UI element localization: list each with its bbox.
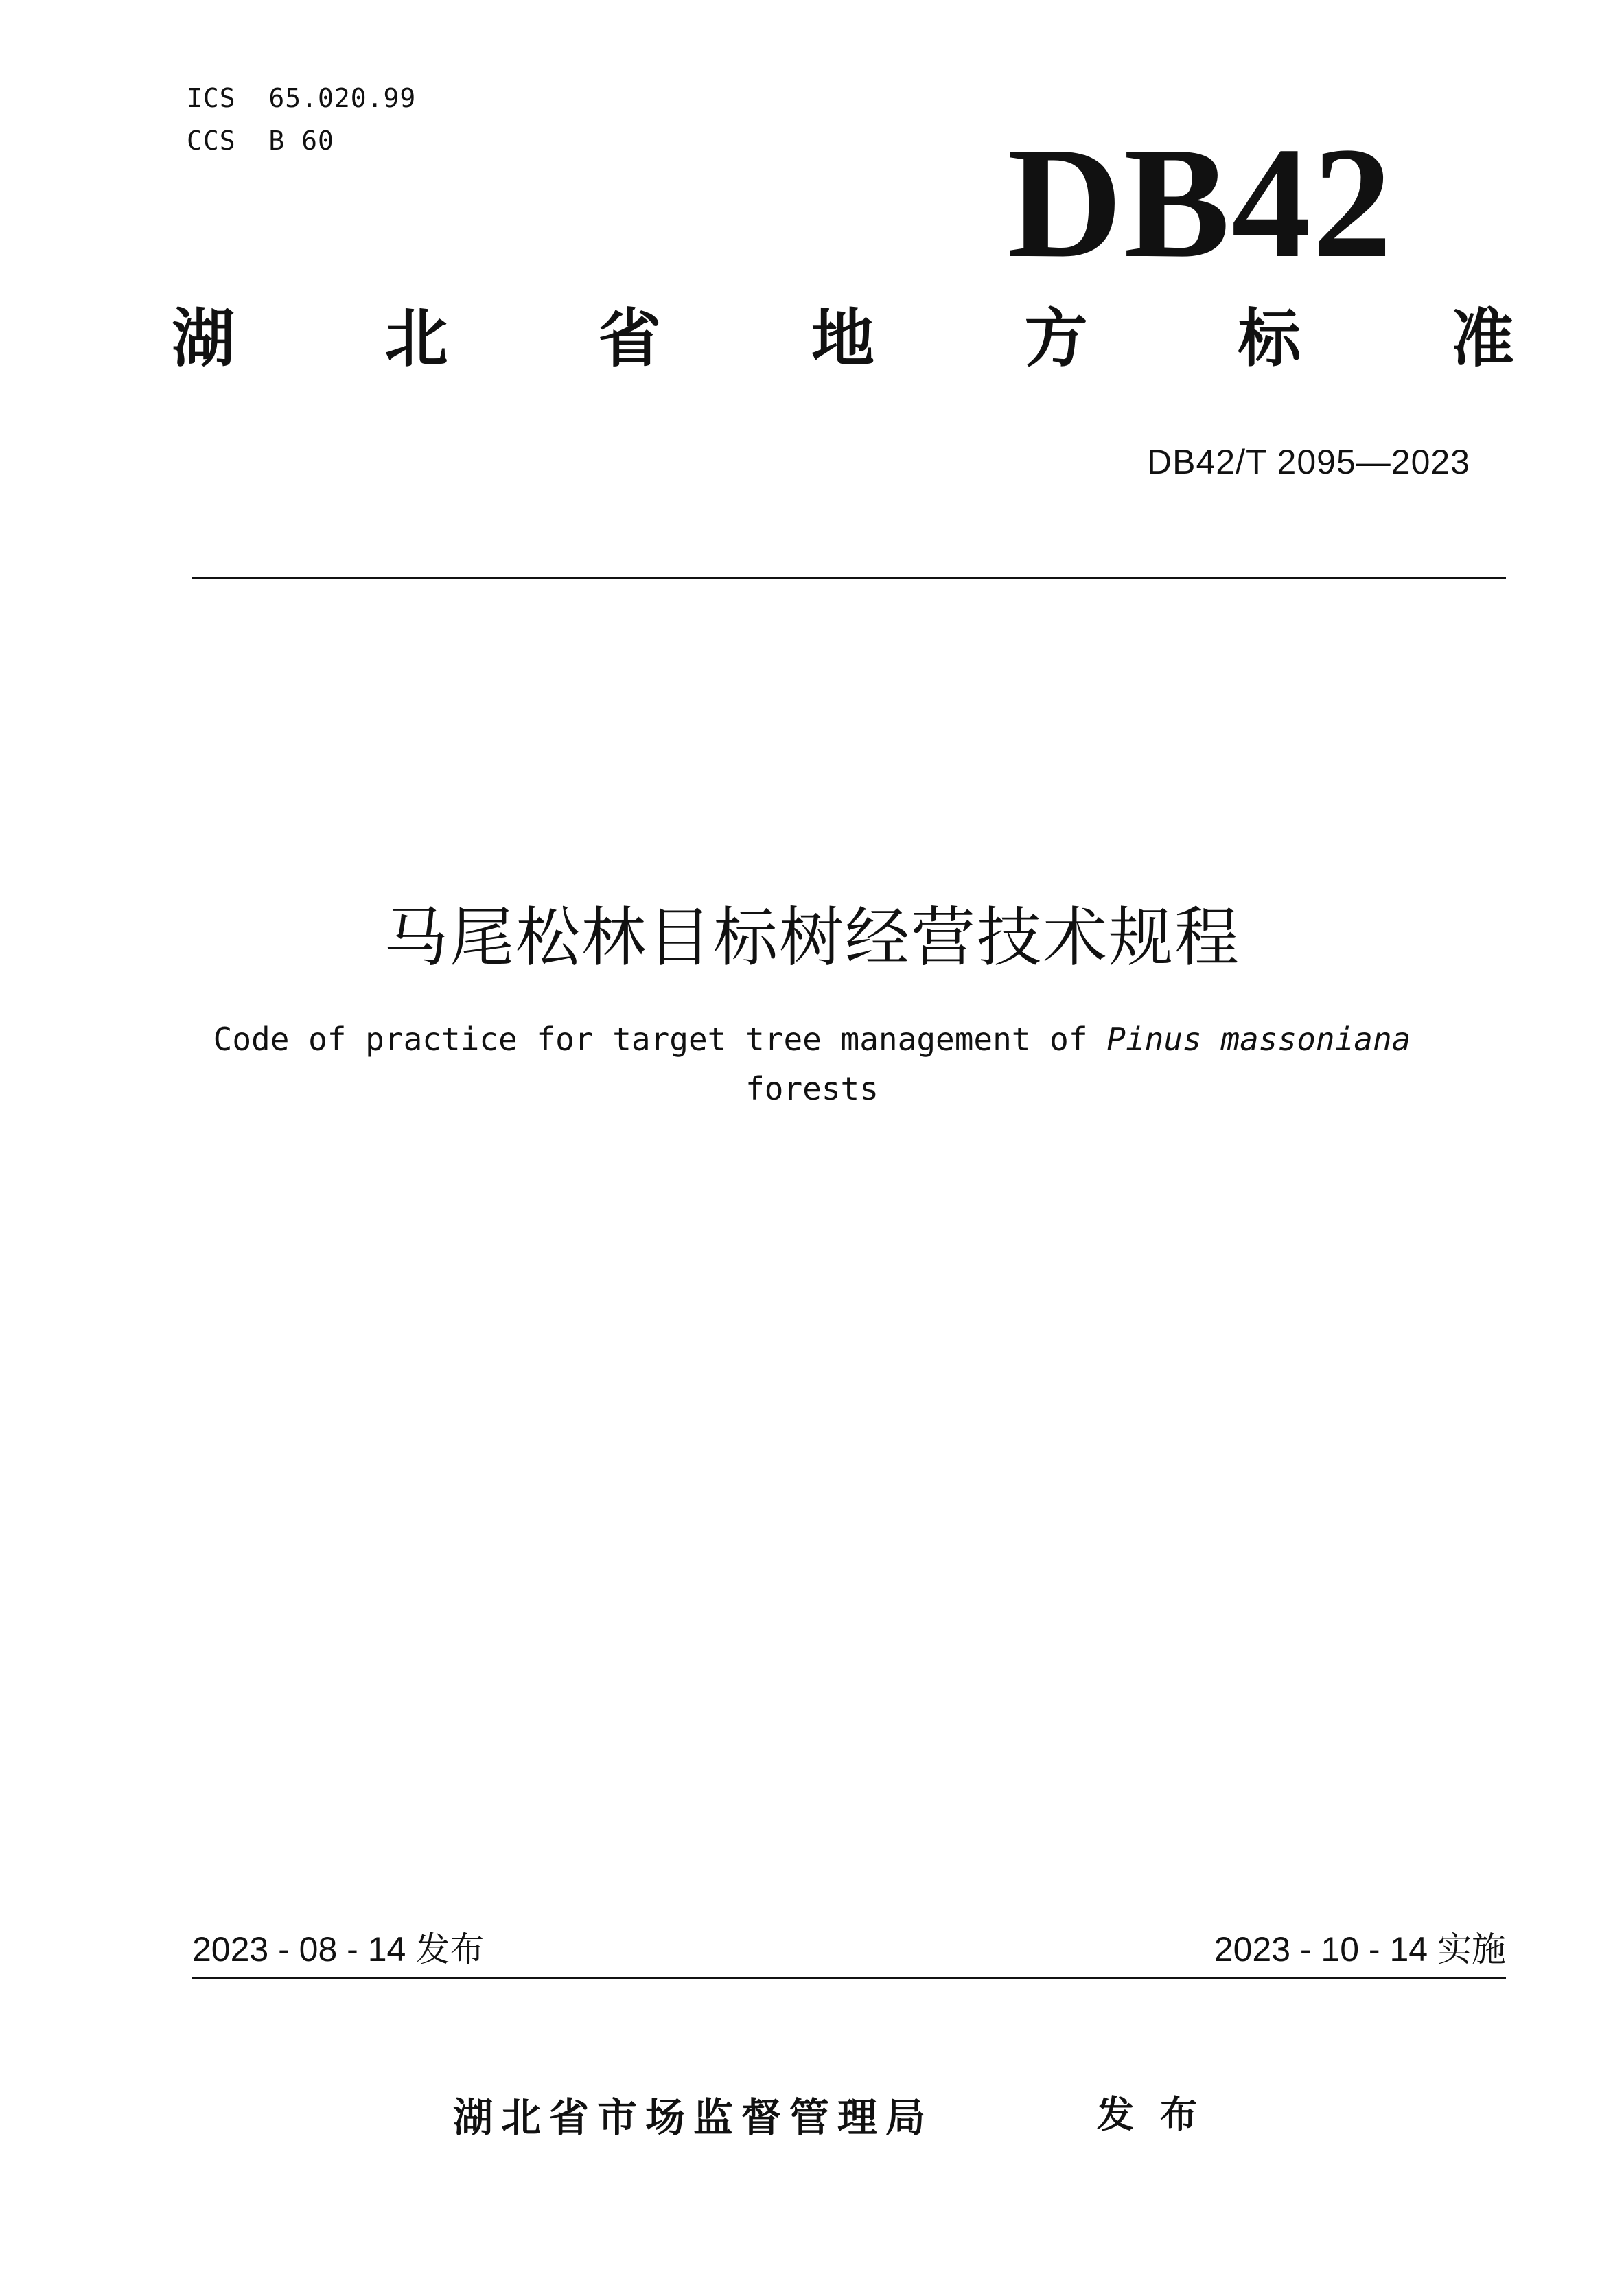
issue-date: 2023 - 08 - 14 发布 — [192, 1930, 485, 1969]
standard-type-char: 省 — [598, 302, 662, 375]
bottom-divider — [192, 1977, 1506, 1979]
standard-type-char: 方 — [1024, 302, 1088, 375]
standard-type-char: 地 — [811, 302, 874, 375]
standard-type-char: 湖 — [172, 302, 235, 375]
standard-type-char: 标 — [1238, 302, 1301, 375]
issuing-authority: 湖北省市场监督管理局 — [453, 2094, 934, 2141]
ics-code: ICS 65.020.99 — [187, 83, 417, 113]
title-english — [0, 1014, 1624, 1113]
classification-codes — [187, 77, 416, 162]
issue-label: 发布 — [1097, 2093, 1223, 2136]
title-chinese: 马尾松林目标树经营技术规程 — [383, 901, 1240, 975]
title-english-line-2: forests — [745, 1070, 879, 1107]
standard-type-heading — [172, 302, 1514, 375]
standard-number: DB42/T 2095—2023 — [1147, 443, 1470, 481]
species-name: Pinus massoniana — [1106, 1021, 1411, 1058]
standard-type-char: 北 — [384, 302, 448, 375]
effective-date: 2023 - 10 - 14 实施 — [1214, 1930, 1506, 1969]
ccs-code: CCS B 60 — [187, 126, 334, 156]
top-divider — [192, 577, 1506, 579]
title-english-line-1 — [0, 1014, 1624, 1064]
db-mark: DB42 — [1007, 115, 1393, 291]
standard-type-char: 准 — [1450, 302, 1514, 375]
title-english-prefix: Code of practice for target tree management of — [213, 1021, 1107, 1058]
